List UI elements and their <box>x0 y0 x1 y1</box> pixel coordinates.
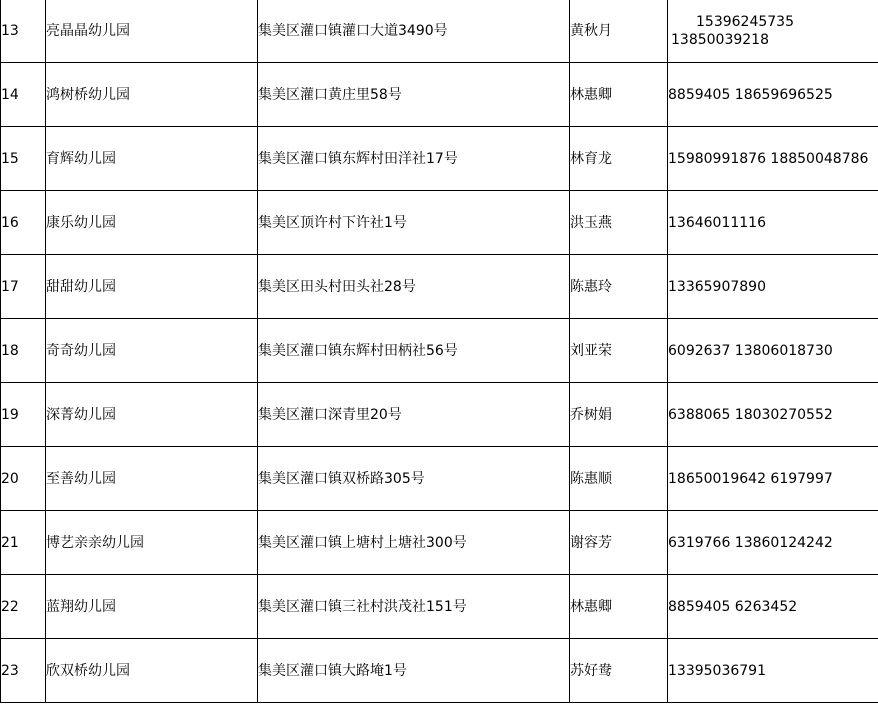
phone-number: 6388065 18030270552 <box>668 406 833 423</box>
address-cell[interactable]: 集美区灌口镇东辉村田洋社17号 <box>258 127 570 191</box>
address-cell[interactable]: 集美区灌口镇东辉村田柄社56号 <box>258 319 570 383</box>
contact-person-cell[interactable]: 林育龙 <box>570 127 668 191</box>
phone-cell[interactable] <box>668 383 878 447</box>
contact-person-cell[interactable]: 苏好鸯 <box>570 639 668 703</box>
phone-cell[interactable] <box>668 255 878 319</box>
phone-number: 13365907890 <box>668 278 766 295</box>
kindergarten-name-cell[interactable]: 蓝翔幼儿园 <box>46 575 258 639</box>
kindergarten-name-cell[interactable]: 甜甜幼儿园 <box>46 255 258 319</box>
row-number-cell[interactable]: 21 <box>1 511 46 575</box>
address-cell[interactable]: 集美区灌口镇三社村洪茂社151号 <box>258 575 570 639</box>
address-cell[interactable]: 集美区顶许村下许社1号 <box>258 191 570 255</box>
row-number-cell[interactable]: 13 <box>1 0 46 63</box>
phone-number: 13850039218 <box>671 31 769 48</box>
phone-cell[interactable] <box>668 447 878 511</box>
kindergarten-name-cell[interactable]: 博艺亲亲幼儿园 <box>46 511 258 575</box>
table-row <box>1 383 878 447</box>
kindergarten-name-cell[interactable]: 鸿树桥幼儿园 <box>46 63 258 127</box>
contact-person-cell[interactable]: 乔树娟 <box>570 383 668 447</box>
table-row <box>1 639 878 703</box>
contact-person-cell[interactable]: 谢容芳 <box>570 511 668 575</box>
contact-person-cell[interactable]: 林惠卿 <box>570 575 668 639</box>
phone-number: 6092637 13806018730 <box>668 342 833 359</box>
row-number-cell[interactable]: 17 <box>1 255 46 319</box>
phone-number: 15980991876 18850048786 <box>668 150 869 167</box>
row-number-cell[interactable]: 23 <box>1 639 46 703</box>
phone-cell[interactable] <box>668 639 878 703</box>
table-row <box>1 191 878 255</box>
row-number-cell[interactable]: 18 <box>1 319 46 383</box>
address-cell[interactable]: 集美区灌口黄庄里58号 <box>258 63 570 127</box>
phone-number: 6319766 13860124242 <box>668 534 833 551</box>
row-number-cell[interactable]: 20 <box>1 447 46 511</box>
phone-cell[interactable] <box>668 319 878 383</box>
contact-person-cell[interactable]: 洪玉燕 <box>570 191 668 255</box>
row-number-cell[interactable]: 15 <box>1 127 46 191</box>
kindergarten-name-cell[interactable]: 育辉幼儿园 <box>46 127 258 191</box>
contact-person-cell[interactable]: 黄秋月 <box>570 0 668 63</box>
address-cell[interactable]: 集美区灌口镇上塘村上塘社300号 <box>258 511 570 575</box>
table-row <box>1 127 878 191</box>
kindergarten-name-cell[interactable]: 奇奇幼儿园 <box>46 319 258 383</box>
phone-number: 15396245735 <box>696 13 794 30</box>
table-row <box>1 63 878 127</box>
table-row <box>1 575 878 639</box>
contact-person-cell[interactable]: 陈惠顺 <box>570 447 668 511</box>
kindergarten-name-cell[interactable]: 亮晶晶幼儿园 <box>46 0 258 63</box>
phone-cell[interactable] <box>668 575 878 639</box>
kindergarten-name-cell[interactable]: 深菁幼儿园 <box>46 383 258 447</box>
contact-person-cell[interactable]: 刘亚荣 <box>570 319 668 383</box>
phone-cell[interactable] <box>668 191 878 255</box>
phone-number: 8859405 6263452 <box>668 598 798 615</box>
phone-number: 18650019642 6197997 <box>668 470 833 487</box>
row-number-cell[interactable]: 14 <box>1 63 46 127</box>
phone-cell[interactable] <box>668 63 878 127</box>
address-cell[interactable]: 集美区田头村田头社28号 <box>258 255 570 319</box>
address-cell[interactable]: 集美区灌口镇大路埯1号 <box>258 639 570 703</box>
kindergarten-name-cell[interactable]: 至善幼儿园 <box>46 447 258 511</box>
address-cell[interactable]: 集美区灌口镇灌口大道3490号 <box>258 0 570 63</box>
kindergarten-name-cell[interactable]: 康乐幼儿园 <box>46 191 258 255</box>
phone-cell[interactable] <box>668 511 878 575</box>
table-row <box>1 447 878 511</box>
phone-number: 13395036791 <box>668 662 766 679</box>
contact-person-cell[interactable]: 林惠卿 <box>570 63 668 127</box>
table-body <box>1 0 878 703</box>
phone-cell[interactable] <box>668 0 878 63</box>
address-cell[interactable]: 集美区灌口镇双桥路305号 <box>258 447 570 511</box>
row-number-cell[interactable]: 16 <box>1 191 46 255</box>
phone-cell[interactable] <box>668 127 878 191</box>
phone-number: 8859405 18659696525 <box>668 86 833 103</box>
phone-number: 13646011116 <box>668 214 766 231</box>
table-row <box>1 319 878 383</box>
kindergarten-name-cell[interactable]: 欣双桥幼儿园 <box>46 639 258 703</box>
contact-person-cell[interactable]: 陈惠玲 <box>570 255 668 319</box>
table-row <box>1 0 878 63</box>
row-number-cell[interactable]: 19 <box>1 383 46 447</box>
table-row <box>1 255 878 319</box>
address-cell[interactable]: 集美区灌口深青里20号 <box>258 383 570 447</box>
row-number-cell[interactable]: 22 <box>1 575 46 639</box>
table-row <box>1 511 878 575</box>
